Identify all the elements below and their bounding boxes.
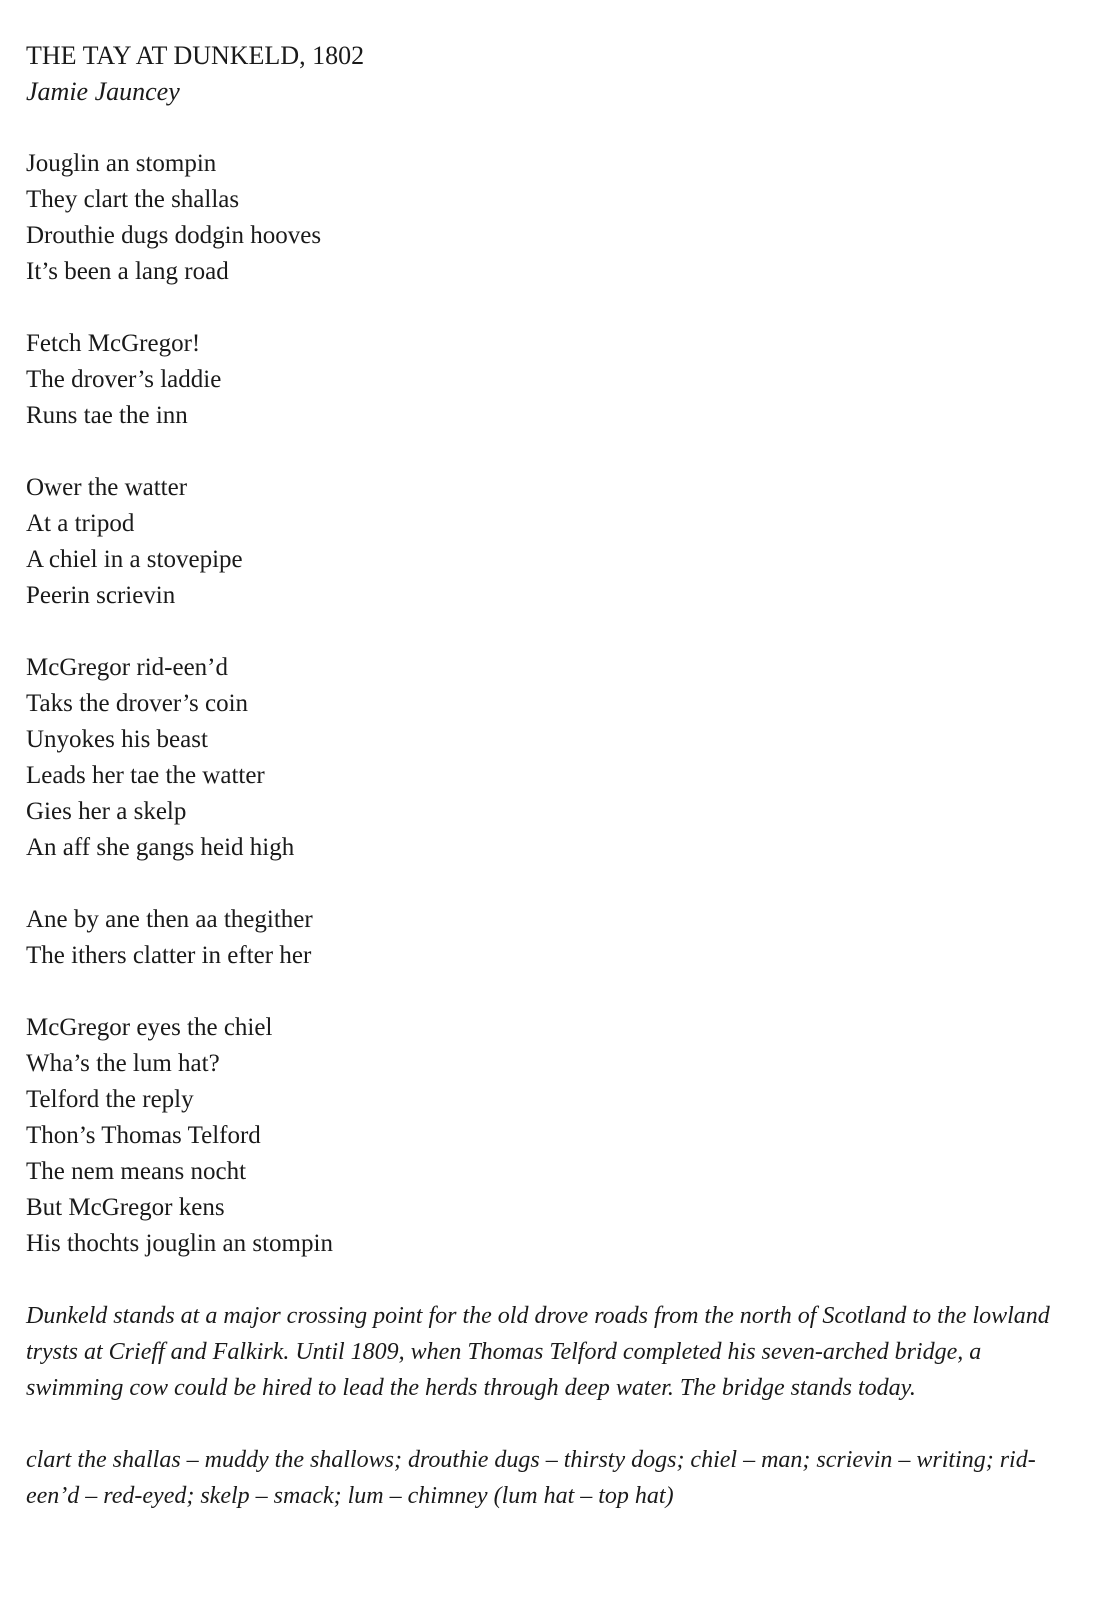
poem-line: It’s been a lang road [26, 258, 229, 285]
stanza-1 [26, 146, 1086, 290]
poem-line: Runs tae the inn [26, 402, 188, 429]
stanza-3 [26, 470, 1086, 614]
document-page [26, 38, 1086, 1514]
poem-title: THE TAY AT DUNKELD, 1802 [26, 41, 365, 70]
poem-author: Jamie Jauncey [26, 77, 180, 106]
poem-line: But McGregor kens [26, 1194, 225, 1221]
poem-line: At a tripod [26, 510, 135, 537]
poem-line: Ane by ane then aa thegither [26, 906, 313, 933]
poem-line: Drouthie dugs dodgin hooves [26, 222, 322, 249]
poem-line: The drover’s laddie [26, 366, 222, 393]
poem-line: Telford the reply [26, 1086, 194, 1113]
poem-line: Leads her tae the watter [26, 762, 265, 789]
historical-note-section [26, 1298, 1086, 1406]
historical-note: Dunkeld stands at a major crossing point for the old drove roads from the north of Scotland to the lowland trysts at Crieff and Falkirk. Until 1809, when Thomas Telford completed his seven-arched bridge, a swimming cow could be hired to lead the herds through deep water. The bridge stands today. [26, 1303, 1050, 1401]
poem-line: Unyokes his beast [26, 726, 208, 753]
poem-line: McGregor rid-een’d [26, 654, 228, 681]
poem-line: Jouglin an stompin [26, 150, 217, 177]
poem-line: The nem means nocht [26, 1158, 247, 1185]
poem-line: They clart the shallas [26, 186, 240, 213]
poem-line: Fetch McGregor! [26, 330, 201, 357]
poem-line: Ower the watter [26, 474, 188, 501]
poem-line: Taks the drover’s coin [26, 690, 249, 717]
stanza-5 [26, 902, 1086, 974]
stanza-2 [26, 326, 1086, 434]
poem-body [26, 146, 1086, 1262]
poem-line: An aff she gangs heid high [26, 834, 295, 861]
poem-line: The ithers clatter in efter her [26, 942, 312, 969]
poem-line: McGregor eyes the chiel [26, 1014, 273, 1041]
glossary-text: clart the shallas – muddy the shallows; drouthie dugs – thirsty dogs; chiel – man; scrievin – writing; rid-een’d – red-eyed; skelp – smack; lum – chimney (lum hat – top hat) [26, 1447, 1036, 1509]
poem-line: Wha’s the lum hat? [26, 1050, 220, 1077]
poem-line: His thochts jouglin an stompin [26, 1230, 333, 1257]
stanza-4 [26, 650, 1086, 866]
glossary-section [26, 1442, 1086, 1514]
poem-line: Peerin scrievin [26, 582, 176, 609]
poem-line: Thon’s Thomas Telford [26, 1122, 261, 1149]
stanza-6 [26, 1010, 1086, 1262]
poem-line: Gies her a skelp [26, 798, 187, 825]
poem-line: A chiel in a stovepipe [26, 546, 243, 573]
